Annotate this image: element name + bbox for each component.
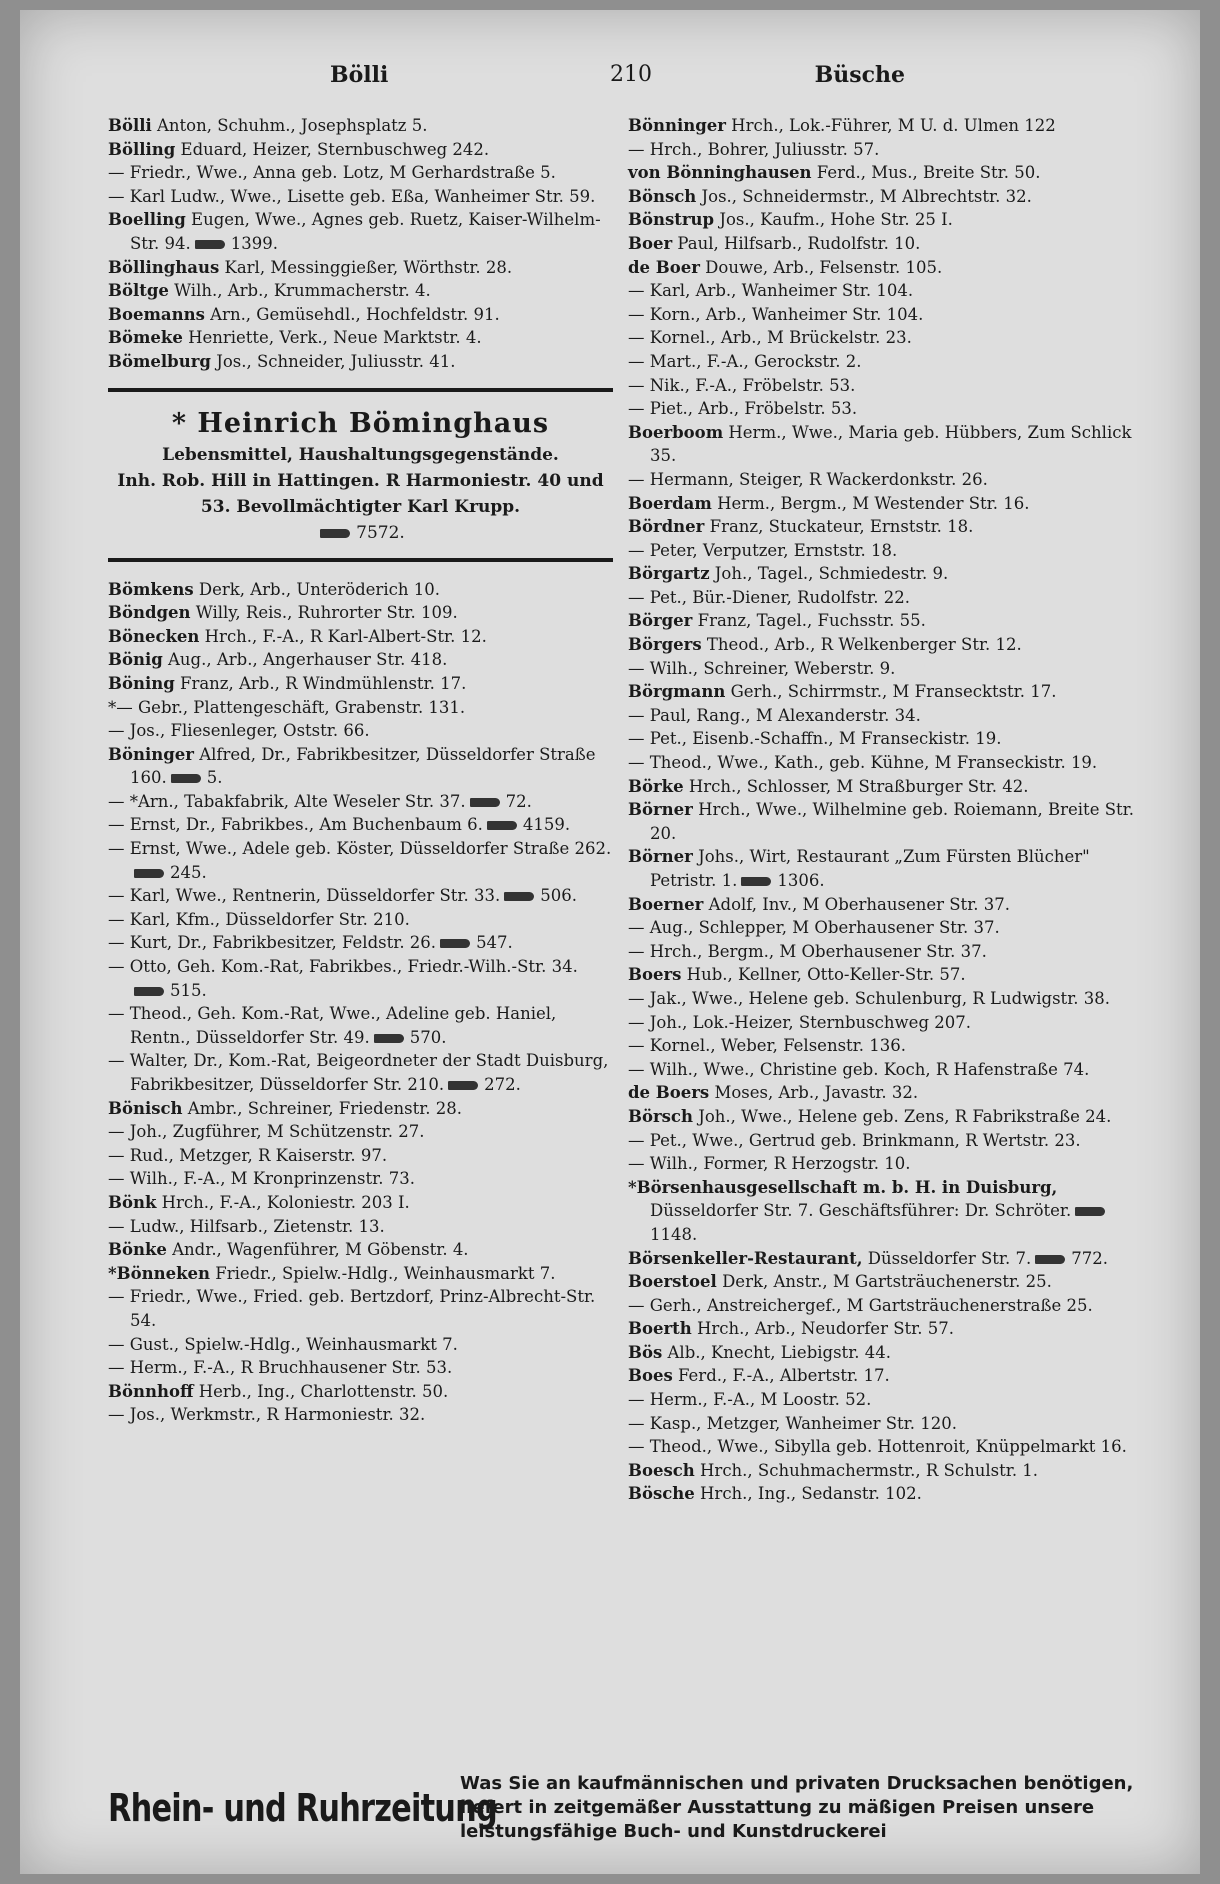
directory-entry <box>628 374 1158 398</box>
entry-surname: Bördner <box>628 517 705 537</box>
directory-entry <box>108 1380 613 1404</box>
directory-entry <box>628 208 1158 232</box>
directory-entry <box>108 161 613 185</box>
entry-surname: Bönninger <box>628 116 726 135</box>
entry-details: — Kasp., Metzger, Wanheimer Str. 120. <box>628 1413 957 1433</box>
entry-surname: Bönnhoff <box>108 1381 194 1401</box>
entry-details: Hrch., Lok.-Führer, M U. d. Ulmen 122 <box>725 116 1056 135</box>
entry-details: — Kornel., Weber, Felsenstr. 136. <box>628 1036 906 1056</box>
directory-entry <box>628 279 1158 303</box>
entry-surname: *Börsenhausgesellschaft m. b. H. in Duisburg, <box>628 1177 1058 1197</box>
entry-details: Franz, Stuckateur, Ernststr. 18. <box>704 517 974 537</box>
directory-entry <box>628 609 1158 633</box>
directory-entry <box>628 680 1158 704</box>
entry-details: Adolf, Inv., M Oberhausener Str. 37. <box>703 894 1010 914</box>
entry-phone-number: 1306. <box>777 871 825 890</box>
entry-details: — Nik., F.-A., Fröbelstr. 53. <box>628 375 856 395</box>
entry-details: — Hrch., Bergm., M Oberhausener Str. 37. <box>628 941 987 961</box>
directory-entry <box>628 1152 1158 1176</box>
entry-surname: Böllinghaus <box>108 257 220 277</box>
directory-entry <box>628 515 1158 539</box>
directory-entry <box>628 586 1158 610</box>
entry-surname: Börner <box>628 800 693 820</box>
directory-entry <box>628 1294 1158 1318</box>
entry-details: — Wilh., Wwe., Christine geb. Koch, R Hafenstraße 74. <box>628 1059 1090 1079</box>
directory-entry <box>628 1247 1158 1271</box>
phone-icon <box>320 529 350 538</box>
directory-entry <box>108 1356 613 1380</box>
entry-phone-number: 5. <box>206 768 223 788</box>
entry-details: Joh., Wwe., Helene geb. Zens, R Fabrikstraße 24. <box>692 1106 1112 1126</box>
entry-surname: Bömelburg <box>108 351 211 371</box>
directory-entry <box>108 279 613 303</box>
entry-details: — Joh., Lok.-Heizer, Sternbuschweg 207. <box>628 1012 971 1032</box>
entry-surname: Boerdam <box>628 493 712 513</box>
entry-details: Derk, Arb., Unteröderich 10. <box>193 579 440 599</box>
entry-details: Düsseldorfer Str. 7. <box>862 1248 1032 1268</box>
entry-details: — Karl, Arb., Wanheimer Str. 104. <box>628 281 914 301</box>
directory-entry <box>628 397 1158 421</box>
entry-details: Ferd., Mus., Breite Str. 50. <box>811 163 1041 183</box>
directory-entry <box>628 421 1158 468</box>
directory-entry <box>628 138 1158 162</box>
entry-details: Eugen, Wwe., Agnes geb. Ruetz, Kaiser-Wilhelm-Str. 94. <box>130 210 601 253</box>
entry-details: — Herm., F.-A., M Loostr. 52. <box>628 1390 872 1410</box>
entry-details: — Jak., Wwe., Helene geb. Schulenburg, R Ludwigstr. 38. <box>628 988 1110 1008</box>
directory-entry <box>108 1002 613 1049</box>
entry-details: — Hermann, Steiger, R Wackerdonkstr. 26. <box>628 469 988 489</box>
entry-details: Theod., Arb., R Welkenberger Str. 12. <box>701 635 1022 655</box>
header-right-keyword: Büsche <box>814 62 905 88</box>
entry-details: Franz, Arb., R Windmühlenstr. 17. <box>174 673 467 693</box>
phone-icon <box>1035 1255 1065 1264</box>
directory-entry <box>108 719 613 743</box>
entry-phone-number: 772. <box>1071 1248 1108 1268</box>
entry-details: — Gerh., Anstreichergef., M Gartsträuchenerstraße 25. <box>628 1295 1093 1315</box>
entry-details: Hrch., Arb., Neudorfer Str. 57. <box>691 1319 954 1339</box>
entry-details: — Karl, Wwe., Rentnerin, Düsseldorfer Str. 33. <box>108 886 501 906</box>
entry-surname: Boerth <box>628 1319 692 1339</box>
entry-phone-number: 515. <box>170 980 207 1000</box>
entry-details: Karl, Messinggießer, Wörthstr. 28. <box>219 257 513 277</box>
entry-surname: Boes <box>628 1366 673 1386</box>
entry-details: Eduard, Heizer, Sternbuschweg 242. <box>175 139 490 159</box>
directory-entry <box>628 940 1158 964</box>
entry-details: — Peter, Verputzer, Ernststr. 18. <box>628 540 898 560</box>
entry-surname: Bölli <box>108 116 152 135</box>
entry-surname: Boelling <box>108 210 186 230</box>
entry-surname: Böndgen <box>108 603 191 623</box>
directory-entry <box>108 672 613 696</box>
directory-entry <box>628 1317 1158 1341</box>
directory-entry <box>628 1388 1158 1412</box>
entry-surname: Boer <box>628 233 673 253</box>
directory-entry <box>628 562 1158 586</box>
directory-entry <box>108 1333 613 1357</box>
directory-entry <box>628 1270 1158 1294</box>
entry-details: — Piet., Arb., Fröbelstr. 53. <box>628 399 858 419</box>
directory-entry <box>108 578 613 602</box>
entry-details: Anton, Schuhm., Josephsplatz 5. <box>151 116 428 135</box>
entry-details: *— Gebr., Plattengeschäft, Grabenstr. 131. <box>108 697 466 717</box>
entry-details: — Wilh., Former, R Herzogstr. 10. <box>628 1154 911 1174</box>
page-number: 210 <box>610 62 652 87</box>
directory-entry <box>628 775 1158 799</box>
entry-surname: Bönke <box>108 1240 167 1260</box>
directory-entry <box>108 1167 613 1191</box>
left-column <box>108 114 613 1427</box>
phone-icon <box>741 877 771 886</box>
directory-entry <box>628 916 1158 940</box>
phone-icon <box>440 939 470 948</box>
entry-details: Hrch., F.-A., R Karl-Albert-Str. 12. <box>199 626 487 646</box>
directory-entry <box>628 727 1158 751</box>
directory-entry <box>628 845 1158 892</box>
entry-details: — Jos., Werkmstr., R Harmoniestr. 32. <box>108 1405 426 1425</box>
footer-ad-text: Was Sie an kaufmännischen und privaten Drucksachen benötigen, liefert in zeitgemäßer Ausstattung zu mäßigen Preisen unsere leistungsfähige Buch- und Kunstdruckerei <box>460 1773 1134 1842</box>
directory-entry <box>108 648 613 672</box>
entry-details: Willy, Reis., Ruhrorter Str. 109. <box>190 603 458 623</box>
entry-details: — Kurt, Dr., Fabrikbesitzer, Feldstr. 26. <box>108 933 437 953</box>
entry-details: — Paul, Rang., M Alexanderstr. 34. <box>628 705 921 725</box>
directory-entry <box>628 798 1158 845</box>
entry-phone-number: 1148. <box>650 1224 698 1244</box>
directory-entry <box>628 350 1158 374</box>
entry-surname: Börke <box>628 776 684 796</box>
entry-surname: Boerstoel <box>628 1272 717 1292</box>
phone-icon <box>470 798 500 807</box>
directory-entry <box>108 931 613 955</box>
entry-phone-number: 245. <box>170 862 207 882</box>
directory-page <box>20 10 1200 1874</box>
directory-entry <box>628 232 1158 256</box>
entry-details: Franz, Tagel., Fuchsstr. 55. <box>692 611 926 631</box>
entry-surname: Bölling <box>108 139 176 159</box>
entry-details: — Korn., Arb., Wanheimer Str. 104. <box>628 304 924 324</box>
entry-details: Arn., Gemüsehdl., Hochfeldstr. 91. <box>204 304 500 324</box>
entry-surname: Boesch <box>628 1460 695 1480</box>
entry-surname: Börsch <box>628 1106 693 1126</box>
phone-icon <box>374 1034 404 1043</box>
directory-entry <box>108 696 613 720</box>
entry-surname: Boemanns <box>108 304 205 324</box>
directory-entry <box>108 208 613 255</box>
footer-newspaper-title: Rhein- und Ruhrzeitung <box>108 1786 497 1830</box>
phone-icon <box>1075 1207 1105 1216</box>
entry-details: Hub., Kellner, Otto-Keller-Str. 57. <box>681 965 966 985</box>
entry-details: — Karl Ludw., Wwe., Lisette geb. Eßa, Wanheimer Str. 59. <box>108 186 596 206</box>
directory-entry <box>108 1285 613 1332</box>
directory-entry <box>628 1459 1158 1483</box>
entry-surname: Börgers <box>628 635 702 655</box>
entry-details: Ambr., Schreiner, Friedenstr. 28. <box>182 1098 463 1118</box>
entry-details: — *Arn., Tabakfabrik, Alte Weseler Str. 37. <box>108 791 466 811</box>
footer-advertisement <box>108 1772 1158 1844</box>
directory-entry <box>108 837 613 884</box>
ad-owner-line: Inh. Rob. Hill in Hattingen. R Harmoniestr. 40 und 53. Bevollmächtigter Karl Krupp. <box>117 470 604 517</box>
entry-surname: Böltge <box>108 281 169 301</box>
directory-entry <box>628 704 1158 728</box>
phone-icon <box>134 869 164 878</box>
entry-details: Herm., Bergm., M Westender Str. 16. <box>711 493 1030 513</box>
left-entries-b <box>108 578 613 1427</box>
entry-details: — Theod., Wwe., Sibylla geb. Hottenroit, Knüppelmarkt 16. <box>628 1437 1127 1457</box>
ad-business-line: Lebensmittel, Haushaltungsgegenstände. <box>162 444 559 465</box>
entry-surname: Bömkens <box>108 579 194 599</box>
directory-entry <box>628 1482 1158 1506</box>
phone-icon <box>448 1081 478 1090</box>
directory-entry <box>628 114 1158 138</box>
directory-entry <box>108 326 613 350</box>
header-left-keyword: Bölli <box>330 62 389 88</box>
entry-surname: Bönk <box>108 1192 157 1212</box>
entry-details: Wilh., Arb., Krummacherstr. 4. <box>168 281 431 301</box>
entry-details: — Friedr., Wwe., Fried. geb. Bertzdorf, Prinz-Albrecht-Str. 54. <box>108 1287 596 1330</box>
directory-entry <box>108 114 613 138</box>
directory-entry <box>628 539 1158 563</box>
directory-entry <box>628 256 1158 280</box>
directory-entry <box>108 1238 613 1262</box>
entry-surname: Bönig <box>108 650 163 670</box>
entry-surname: *Bönneken <box>108 1263 210 1283</box>
entry-phone-number: 272. <box>484 1075 521 1094</box>
entry-details: Derk, Anstr., M Gartsträuchenerstr. 25. <box>716 1272 1052 1292</box>
directory-entry <box>108 1097 613 1121</box>
entry-details: — Wilh., F.-A., M Kronprinzenstr. 73. <box>108 1169 415 1189</box>
entry-surname: Bös <box>628 1342 663 1362</box>
entry-surname: Bönstrup <box>628 210 715 230</box>
entry-surname: Bönecken <box>108 626 200 646</box>
directory-entry <box>108 955 613 1002</box>
entry-details: Jos., Schneider, Juliusstr. 41. <box>210 351 456 371</box>
entry-phone-number: 4159. <box>522 815 571 835</box>
entry-details: Henriette, Verk., Neue Marktstr. 4. <box>182 328 482 348</box>
directory-entry <box>628 303 1158 327</box>
entry-surname: Bönisch <box>108 1098 183 1118</box>
entry-phone-number: 547. <box>476 933 513 953</box>
directory-entry <box>108 303 613 327</box>
entry-details: — Kornel., Arb., M Brückelstr. 23. <box>628 328 912 348</box>
entry-surname: Böninger <box>108 744 194 764</box>
directory-entry <box>628 1058 1158 1082</box>
directory-entry <box>628 1176 1158 1247</box>
directory-entry <box>108 138 613 162</box>
directory-entry <box>628 326 1158 350</box>
entry-details: Jos., Kaufm., Hohe Str. 25 I. <box>714 210 953 230</box>
entry-surname: Boers <box>628 965 682 985</box>
entry-details: — Otto, Geh. Kom.-Rat, Fabrikbes., Friedr.-Wilh.-Str. 34. <box>108 957 578 977</box>
entry-surname: Börgartz <box>628 564 710 584</box>
entry-surname: Börner <box>628 847 693 867</box>
right-entries <box>628 114 1158 1506</box>
entry-details: Alfred, Dr., Fabrikbesitzer, Düsseldorfer Straße 160. <box>130 744 596 788</box>
entry-details: Douwe, Arb., Felsenstr. 105. <box>699 257 943 277</box>
entry-surname: Boerner <box>628 894 704 914</box>
entry-details: Alb., Knecht, Liebigstr. 44. <box>662 1342 891 1362</box>
directory-entry <box>628 657 1158 681</box>
entry-surname: Bönsch <box>628 186 697 206</box>
phone-icon <box>134 987 164 996</box>
entry-details: Düsseldorfer Str. 7. Geschäftsführer: Dr. Schröter. <box>650 1201 1072 1221</box>
directory-entry <box>628 1081 1158 1105</box>
entry-details: — Ernst, Wwe., Adele geb. Köster, Düsseldorfer Straße 262. <box>108 839 612 859</box>
entry-surname: de Boer <box>628 257 700 277</box>
entry-details: — Jos., Fliesenleger, Oststr. 66. <box>108 721 370 741</box>
entry-surname: Börger <box>628 611 693 631</box>
directory-entry <box>628 1105 1158 1129</box>
entry-details: — Ernst, Dr., Fabrikbes., Am Buchenbaum 6. <box>108 815 483 835</box>
directory-entry <box>108 1403 613 1427</box>
entry-details: — Herm., F.-A., R Bruchhausener Str. 53. <box>108 1358 453 1378</box>
entry-details: Paul, Hilfsarb., Rudolfstr. 10. <box>672 233 921 253</box>
directory-entry <box>108 1215 613 1239</box>
directory-entry <box>628 1364 1158 1388</box>
directory-entry <box>108 908 613 932</box>
phone-icon <box>195 240 225 249</box>
entry-details: — Wilh., Schreiner, Weberstr. 9. <box>628 658 896 678</box>
entry-details: — Pet., Eisenb.-Schaffn., M Franseckistr. 19. <box>628 729 1002 749</box>
directory-entry <box>108 1262 613 1286</box>
entry-details: — Gust., Spielw.-Hdlg., Weinhausmarkt 7. <box>108 1334 458 1354</box>
entry-phone-number: 1399. <box>230 233 278 253</box>
entry-details: Hrch., F.-A., Koloniestr. 203 I. <box>156 1192 410 1212</box>
entry-details: — Aug., Schlepper, M Oberhausener Str. 37. <box>628 918 1000 938</box>
phone-icon <box>171 774 201 783</box>
directory-entry <box>108 601 613 625</box>
ad-phone: 7572. <box>108 520 613 546</box>
directory-entry <box>108 1120 613 1144</box>
entry-details: Joh., Tagel., Schmiedestr. 9. <box>709 564 949 584</box>
entry-details: Hrch., Ing., Sedanstr. 102. <box>694 1484 922 1504</box>
entry-details: Hrch., Schlosser, M Straßburger Str. 42. <box>683 776 1029 796</box>
directory-entry <box>628 1034 1158 1058</box>
entry-details: — Hrch., Bohrer, Juliusstr. 57. <box>628 139 880 159</box>
directory-entry <box>108 743 613 790</box>
entry-details: Herb., Ing., Charlottenstr. 50. <box>193 1381 449 1401</box>
directory-entry <box>108 1144 613 1168</box>
page-header <box>110 62 1110 92</box>
directory-entry <box>108 813 613 837</box>
directory-entry <box>108 256 613 280</box>
directory-entry <box>628 161 1158 185</box>
entry-details: Friedr., Spielw.-Hdlg., Weinhausmarkt 7. <box>210 1263 556 1283</box>
directory-entry <box>628 633 1158 657</box>
entry-surname: von Bönninghausen <box>628 163 812 183</box>
entry-details: — Karl, Kfm., Düsseldorfer Str. 210. <box>108 909 410 929</box>
directory-entry <box>628 751 1158 775</box>
entry-details: — Theod., Wwe., Kath., geb. Kühne, M Franseckistr. 19. <box>628 753 1098 773</box>
directory-entry <box>628 1011 1158 1035</box>
directory-entry <box>628 185 1158 209</box>
entry-details: Andr., Wagenführer, M Göbenstr. 4. <box>166 1240 469 1260</box>
entry-details: Johs., Wirt, Restaurant „Zum Fürsten Blücher" Petristr. 1. <box>650 847 1090 890</box>
directory-entry <box>628 1435 1158 1459</box>
directory-entry <box>628 1129 1158 1153</box>
advertisement-box <box>108 388 613 562</box>
entry-surname: Böning <box>108 673 175 693</box>
entry-details: Jos., Schneidermstr., M Albrechtstr. 32. <box>696 186 1032 206</box>
entry-surname: Bömeke <box>108 328 183 348</box>
entry-details: — Pet., Wwe., Gertrud geb. Brinkmann, R Wertstr. 23. <box>628 1130 1081 1150</box>
directory-entry <box>108 790 613 814</box>
directory-entry <box>628 1341 1158 1365</box>
entry-details: — Joh., Zugführer, M Schützenstr. 27. <box>108 1122 425 1142</box>
entry-details: — Friedr., Wwe., Anna geb. Lotz, M Gerhardstraße 5. <box>108 163 556 183</box>
directory-entry <box>628 1412 1158 1436</box>
directory-entry <box>628 468 1158 492</box>
directory-entry <box>108 185 613 209</box>
entry-details: — Pet., Bür.-Diener, Rudolfstr. 22. <box>628 587 910 607</box>
directory-entry <box>108 350 613 374</box>
phone-icon <box>504 892 534 901</box>
entry-details: — Mart., F.-A., Gerockstr. 2. <box>628 351 862 371</box>
entry-details: Moses, Arb., Javastr. 32. <box>709 1083 919 1103</box>
entry-details: Hrch., Wwe., Wilhelmine geb. Roiemann, Breite Str. 20. <box>650 800 1134 843</box>
ad-company-name: * Heinrich Böminghaus <box>171 407 550 439</box>
entry-phone-number: 506. <box>540 886 577 906</box>
left-entries-a <box>108 114 613 374</box>
directory-entry <box>628 492 1158 516</box>
entry-details: — Ludw., Hilfsarb., Zietenstr. 13. <box>108 1216 385 1236</box>
phone-icon <box>487 821 517 830</box>
entry-details: Hrch., Schuhmachermstr., R Schulstr. 1. <box>694 1460 1039 1480</box>
entry-surname: de Boers <box>628 1083 710 1103</box>
entry-details: — Theod., Geh. Kom.-Rat, Wwe., Adeline geb. Haniel, Rentn., Düsseldorfer Str. 49. <box>108 1004 557 1047</box>
entry-phone-number: 570. <box>409 1027 447 1047</box>
right-column <box>628 114 1158 1506</box>
entry-surname: Börgmann <box>628 682 726 702</box>
entry-details: — Walter, Dr., Kom.-Rat, Beigeordneter der Stadt Duisburg, Fabrikbesitzer, Düsseldorfer Str. 210. <box>108 1051 609 1094</box>
entry-details: Gerh., Schirrmstr., M Fransecktstr. 17. <box>725 682 1057 702</box>
entry-details: Aug., Arb., Angerhauser Str. 418. <box>162 650 448 670</box>
entry-surname: Börsenkeller-Restaurant, <box>628 1248 863 1268</box>
directory-entry <box>628 893 1158 917</box>
directory-entry <box>108 884 613 908</box>
entry-details: Ferd., F.-A., Albertstr. 17. <box>672 1366 890 1386</box>
directory-entry <box>108 1049 613 1096</box>
entry-surname: Bösche <box>628 1484 695 1504</box>
directory-entry <box>628 987 1158 1011</box>
directory-entry <box>108 1191 613 1215</box>
directory-entry <box>108 625 613 649</box>
entry-phone-number: 72. <box>505 791 532 811</box>
entry-details: Herm., Wwe., Maria geb. Hübbers, Zum Schlick 35. <box>650 422 1132 466</box>
entry-surname: Boerboom <box>628 422 724 442</box>
directory-entry <box>628 963 1158 987</box>
entry-details: — Rud., Metzger, R Kaiserstr. 97. <box>108 1145 388 1165</box>
